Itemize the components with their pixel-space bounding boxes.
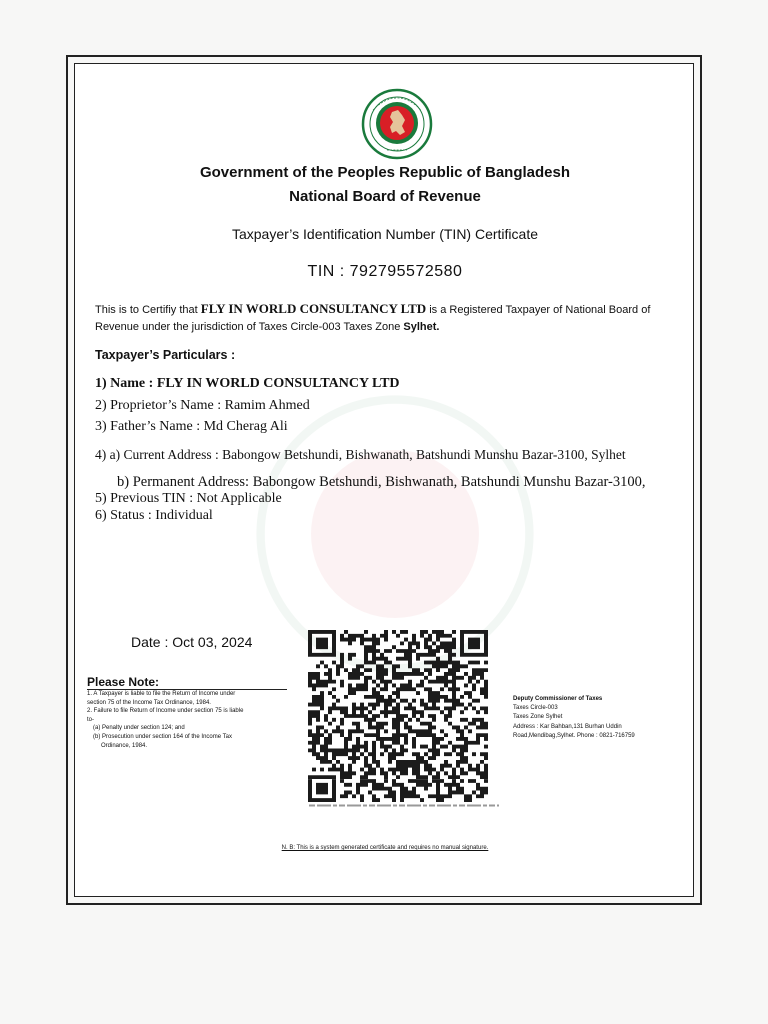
qr-caption-line — [309, 804, 499, 807]
field-permanent-address: b) Permanent Address: Babongow Betshundi, Bishwanath, Batshundi Munshu Bazar-3100, — [117, 474, 646, 490]
certificate-title: Taxpayer’s Identification Number (TIN) Certificate — [231, 226, 539, 242]
board-title: National Board of Revenue — [289, 188, 481, 205]
deputy-zone: Taxes Zone Sylhet — [513, 714, 563, 721]
qr-code — [308, 630, 488, 802]
certify-zone: Sylhet. — [403, 321, 440, 333]
deputy-commissioner-block — [513, 695, 683, 741]
certify-company: FLY IN WORLD CONSULTANCY LTD — [200, 301, 427, 316]
note-line: to- — [87, 716, 95, 723]
bangladesh-seal-icon — [361, 88, 433, 160]
deputy-circle: Taxes Circle-003 — [513, 705, 558, 712]
name-label: 1) Name : — [95, 376, 154, 391]
certificate-border — [66, 55, 702, 905]
government-title: Government of the Peoples Republic of Bangladesh — [199, 164, 571, 181]
footer-note — [75, 845, 695, 851]
certify-middle: is a Registered Taxpayer of National Board of Revenue under the jurisdiction of Taxes Circle-003 Taxes Zone — [95, 304, 651, 333]
field-status: 6) Status : Individual — [95, 508, 213, 523]
issue-date: Date : Oct 03, 2024 — [131, 634, 253, 650]
note-line: (b) Prosecution under section 164 of the Income Tax — [93, 733, 232, 740]
tin-number: TIN : 792795572580 — [307, 263, 463, 280]
please-note — [87, 675, 287, 750]
please-note-heading: Please Note: — [87, 675, 160, 689]
certificate-body — [74, 63, 694, 897]
field-father: 3) Father’s Name : Md Cherag Ali — [95, 419, 288, 434]
field-previous-tin: 5) Previous TIN : Not Applicable — [95, 491, 282, 506]
field-proprietor: 2) Proprietor’s Name : Ramim Ahmed — [95, 398, 310, 413]
field-current-address: 4) a) Current Address : Babongow Betshundi, Bishwanath, Batshundi Munshu Bazar-3100, Sylhet — [95, 447, 626, 462]
particulars-heading: Taxpayer’s Particulars : — [95, 348, 236, 362]
deputy-address-1: Address : Kar Bahban,131 Burhan Uddin — [513, 723, 622, 730]
field-name — [95, 376, 400, 392]
deputy-title: Deputy Commissioner of Taxes — [513, 696, 603, 702]
footer-note-text: N. B: This is a system generated certificate and requires no manual signature. — [281, 845, 489, 851]
name-value: FLY IN WORLD CONSULTANCY LTD — [156, 376, 400, 391]
note-line: Ordinance, 1984. — [101, 742, 148, 749]
certify-prefix: This is to Certifiy that — [95, 304, 198, 316]
note-line: 2. Failure to file Return of Income under section 75 is liable — [87, 708, 244, 715]
note-line: (a) Penalty under section 124; and — [93, 725, 185, 732]
qr-modules — [308, 630, 488, 802]
note-line: section 75 of the Income Tax Ordinance, 1984. — [87, 699, 211, 706]
deputy-address-2: Road,Mendibag,Sylhet. Phone : 0821-716759 — [513, 732, 635, 739]
note-line: 1. A Taxpayer is liable to file the Return of Income under — [87, 689, 287, 699]
certification-statement — [95, 300, 655, 336]
